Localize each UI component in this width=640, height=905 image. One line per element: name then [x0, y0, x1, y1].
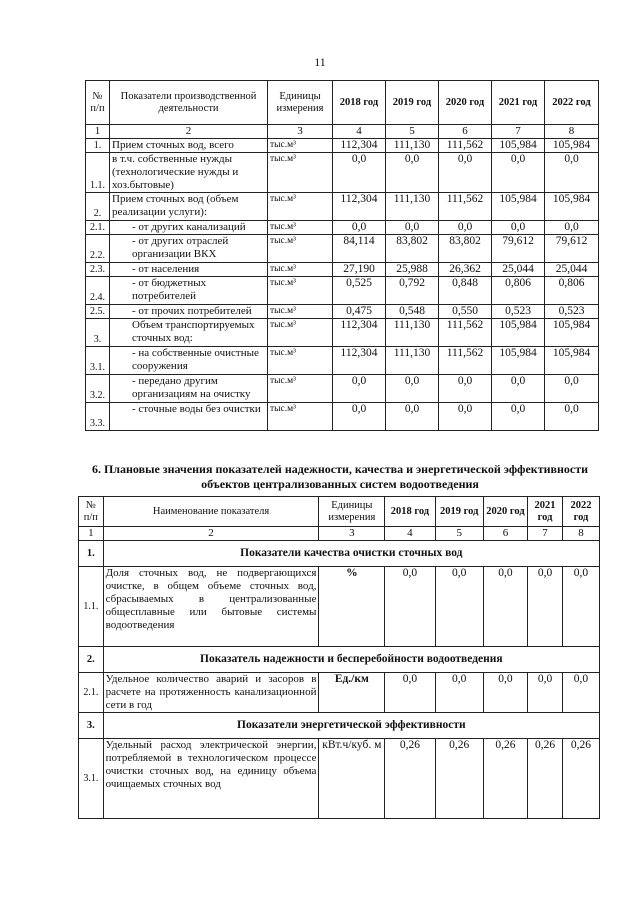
- table-row: [86, 305, 599, 319]
- indicator-name: - от других канализаций: [110, 221, 268, 235]
- indicator-name: Прием сточных вод (объем реализации услуги):: [110, 193, 268, 221]
- reliability-indicators-table: [78, 496, 600, 819]
- table-body: [79, 541, 600, 819]
- value-cell: 0,0: [439, 403, 492, 431]
- header-year-cell: 2021 год: [492, 81, 545, 125]
- value-cell: 111,130: [386, 193, 439, 221]
- value-cell: 0,0: [562, 567, 599, 647]
- value-cell: 0,0: [333, 153, 386, 193]
- value-cell: 79,612: [492, 235, 545, 263]
- column-number: 1: [79, 527, 104, 541]
- value-cell: 0,0: [386, 375, 439, 403]
- value-cell: 0,0: [545, 153, 599, 193]
- value-cell: 0,0: [435, 673, 483, 713]
- unit: тыс.м³: [268, 153, 333, 193]
- table-row: [79, 567, 600, 647]
- table-row: [86, 193, 599, 221]
- value-cell: 105,984: [545, 193, 599, 221]
- unit: тыс.м³: [268, 235, 333, 263]
- value-cell: 0,523: [545, 305, 599, 319]
- column-number: 1: [86, 125, 110, 139]
- value-cell: 0,0: [492, 153, 545, 193]
- value-cell: 0,0: [483, 673, 527, 713]
- value-cell: 0,475: [333, 305, 386, 319]
- table-row: [79, 673, 600, 713]
- header-cell: Единицы измерения: [319, 497, 385, 527]
- section-number: 3.: [79, 713, 104, 739]
- page-number: 11: [314, 55, 326, 69]
- row-number: 2.5.: [86, 305, 110, 319]
- table-row: [86, 403, 599, 431]
- section-heading: Показатели энергетической эффективности: [103, 713, 599, 739]
- unit: тыс.м³: [268, 403, 333, 431]
- value-cell: 0,0: [483, 567, 527, 647]
- table-body: [86, 139, 599, 431]
- header-year-cell: 2020 год: [439, 81, 492, 125]
- unit: %: [319, 567, 385, 647]
- value-cell: 112,304: [333, 193, 386, 221]
- section-number: 2.: [79, 647, 104, 673]
- value-cell: 105,984: [492, 139, 545, 153]
- section-title: 6. Плановые значения показателей надежности, качества и энергетической эффективности объектов централизованных систем водоотведения: [91, 462, 589, 491]
- value-cell: 83,802: [439, 235, 492, 263]
- table-row: [86, 263, 599, 277]
- row-number: 1.: [86, 139, 110, 153]
- table-row: [86, 319, 599, 347]
- value-cell: 105,984: [545, 347, 599, 375]
- column-number: 6: [483, 527, 527, 541]
- table-row: [86, 375, 599, 403]
- section-number: 1.: [79, 541, 104, 567]
- row-number: 3.3.: [86, 403, 110, 431]
- header-year-cell: 2019 год: [435, 497, 483, 527]
- table-row: [86, 153, 599, 193]
- value-cell: 111,562: [439, 347, 492, 375]
- column-number: 6: [439, 125, 492, 139]
- value-cell: 0,0: [333, 375, 386, 403]
- value-cell: 111,130: [386, 139, 439, 153]
- row-number: 3.2.: [86, 375, 110, 403]
- column-number: 2: [103, 527, 319, 541]
- value-cell: 105,984: [492, 347, 545, 375]
- value-cell: 0,0: [333, 221, 386, 235]
- header-cell: Единицы измерения: [268, 81, 333, 125]
- value-cell: 0,0: [492, 403, 545, 431]
- indicator-name: - от населения: [110, 263, 268, 277]
- column-number-row: [79, 527, 600, 541]
- column-number: 3: [319, 527, 385, 541]
- table-row: [86, 277, 599, 305]
- value-cell: 79,612: [545, 235, 599, 263]
- value-cell: 0,0: [562, 673, 599, 713]
- column-number: 5: [386, 125, 439, 139]
- unit: тыс.м³: [268, 263, 333, 277]
- value-cell: 111,562: [439, 139, 492, 153]
- value-cell: 25,044: [492, 263, 545, 277]
- column-number: 3: [268, 125, 333, 139]
- column-number: 8: [545, 125, 599, 139]
- row-number: 1.1.: [86, 153, 110, 193]
- value-cell: 25,988: [386, 263, 439, 277]
- table-row: [86, 221, 599, 235]
- column-number: 7: [528, 527, 563, 541]
- value-cell: 0,26: [435, 739, 483, 819]
- section-heading: Показатели качества очистки сточных вод: [103, 541, 599, 567]
- header-year-cell: 2022 год: [562, 497, 599, 527]
- value-cell: 0,0: [385, 673, 435, 713]
- column-number: 2: [110, 125, 268, 139]
- value-cell: 0,550: [439, 305, 492, 319]
- value-cell: 0,0: [545, 375, 599, 403]
- row-number: 2.1.: [86, 221, 110, 235]
- value-cell: 0,0: [528, 673, 563, 713]
- indicator-name: Объем транспортируемых сточных вод:: [110, 319, 268, 347]
- unit: Ед./км: [319, 673, 385, 713]
- value-cell: 0,525: [333, 277, 386, 305]
- value-cell: 112,304: [333, 139, 386, 153]
- value-cell: 0,0: [333, 403, 386, 431]
- value-cell: 111,130: [386, 319, 439, 347]
- value-cell: 105,984: [492, 319, 545, 347]
- indicator-name: - на собственные очистные сооружения: [110, 347, 268, 375]
- row-number: 2.3.: [86, 263, 110, 277]
- indicator-name: - от других отраслей организации ВКХ: [110, 235, 268, 263]
- unit: тыс.м³: [268, 277, 333, 305]
- value-cell: 0,26: [528, 739, 563, 819]
- indicator-name: Удельный расход электрической энергии, потребляемой в технологическом процессе очистки сточных вод, на единицу объема очищаемых сточных вод: [103, 739, 319, 819]
- value-cell: 112,304: [333, 347, 386, 375]
- header-cell: Наименование показателя: [103, 497, 319, 527]
- header-year-cell: 2020 год: [483, 497, 527, 527]
- value-cell: 84,114: [333, 235, 386, 263]
- header-year-cell: 2022 год: [545, 81, 599, 125]
- row-number: 2.2.: [86, 235, 110, 263]
- unit: тыс.м³: [268, 139, 333, 153]
- value-cell: 26,362: [439, 263, 492, 277]
- value-cell: 83,802: [386, 235, 439, 263]
- value-cell: 105,984: [492, 193, 545, 221]
- column-number: 7: [492, 125, 545, 139]
- indicator-name: Удельное количество аварий и засоров в расчете на протяженность канализационной сети в год: [103, 673, 319, 713]
- header-cell: Показатели производственной деятельности: [110, 81, 268, 125]
- row-number: 1.1.: [79, 567, 104, 647]
- section-heading: Показатель надежности и бесперебойности водоотведения: [103, 647, 599, 673]
- value-cell: 0,0: [439, 375, 492, 403]
- unit: тыс.м³: [268, 347, 333, 375]
- column-number: 4: [385, 527, 435, 541]
- unit: тыс.м³: [268, 221, 333, 235]
- column-number: 5: [435, 527, 483, 541]
- value-cell: 0,548: [386, 305, 439, 319]
- value-cell: 111,562: [439, 319, 492, 347]
- header-year-cell: 2019 год: [386, 81, 439, 125]
- value-cell: 0,0: [492, 221, 545, 235]
- value-cell: 0,0: [492, 375, 545, 403]
- value-cell: 0,0: [435, 567, 483, 647]
- value-cell: 0,0: [545, 221, 599, 235]
- unit: тыс.м³: [268, 193, 333, 221]
- section-row: [79, 713, 600, 739]
- value-cell: 0,806: [492, 277, 545, 305]
- unit: тыс.м³: [268, 319, 333, 347]
- column-number: 4: [333, 125, 386, 139]
- indicator-name: - от бюджетных потребителей: [110, 277, 268, 305]
- unit: тыс.м³: [268, 375, 333, 403]
- value-cell: 27,190: [333, 263, 386, 277]
- table-row: [86, 139, 599, 153]
- table-header-row: [79, 497, 600, 527]
- row-number: 3.1.: [79, 739, 104, 819]
- section-row: [79, 541, 600, 567]
- header-cell: № п/п: [86, 81, 110, 125]
- value-cell: 0,523: [492, 305, 545, 319]
- production-indicators-table: [85, 80, 599, 431]
- header-cell: № п/п: [79, 497, 104, 527]
- indicator-name: - сточные воды без очистки: [110, 403, 268, 431]
- value-cell: 111,562: [439, 193, 492, 221]
- value-cell: 0,0: [439, 153, 492, 193]
- value-cell: 0,848: [439, 277, 492, 305]
- value-cell: 0,0: [386, 221, 439, 235]
- value-cell: 0,26: [385, 739, 435, 819]
- row-number: 2.: [86, 193, 110, 221]
- value-cell: 0,0: [385, 567, 435, 647]
- value-cell: 0,0: [386, 403, 439, 431]
- value-cell: 105,984: [545, 319, 599, 347]
- indicator-name: - передано другим организациям на очистку: [110, 375, 268, 403]
- table-header-row: [86, 81, 599, 125]
- header-year-cell: 2021 год: [528, 497, 563, 527]
- row-number: 3.1.: [86, 347, 110, 375]
- value-cell: 25,044: [545, 263, 599, 277]
- table-row: [86, 235, 599, 263]
- value-cell: 0,0: [386, 153, 439, 193]
- table-row: [86, 347, 599, 375]
- header-year-cell: 2018 год: [333, 81, 386, 125]
- value-cell: 0,26: [483, 739, 527, 819]
- column-number: 8: [562, 527, 599, 541]
- row-number: 2.4.: [86, 277, 110, 305]
- value-cell: 111,130: [386, 347, 439, 375]
- section-row: [79, 647, 600, 673]
- header-year-cell: 2018 год: [385, 497, 435, 527]
- indicator-name: Доля сточных вод, не подвергающихся очистке, в общем объеме сточных вод, сбрасываемых в централизованные общесплавные или бытовые системы водоотведения: [103, 567, 319, 647]
- table-row: [79, 739, 600, 819]
- value-cell: 112,304: [333, 319, 386, 347]
- value-cell: 0,0: [545, 403, 599, 431]
- indicator-name: в т.ч. собственные нужды (технологические нужды и хоз.бытовые): [110, 153, 268, 193]
- value-cell: 0,0: [528, 567, 563, 647]
- unit: тыс.м³: [268, 305, 333, 319]
- indicator-name: - от прочих потребителей: [110, 305, 268, 319]
- indicator-name: Прием сточных вод, всего: [110, 139, 268, 153]
- unit: кВт.ч/куб. м: [319, 739, 385, 819]
- value-cell: 0,26: [562, 739, 599, 819]
- value-cell: 0,806: [545, 277, 599, 305]
- value-cell: 0,0: [439, 221, 492, 235]
- row-number: 3.: [86, 319, 110, 347]
- column-number-row: [86, 125, 599, 139]
- value-cell: 0,792: [386, 277, 439, 305]
- row-number: 2.1.: [79, 673, 104, 713]
- value-cell: 105,984: [545, 139, 599, 153]
